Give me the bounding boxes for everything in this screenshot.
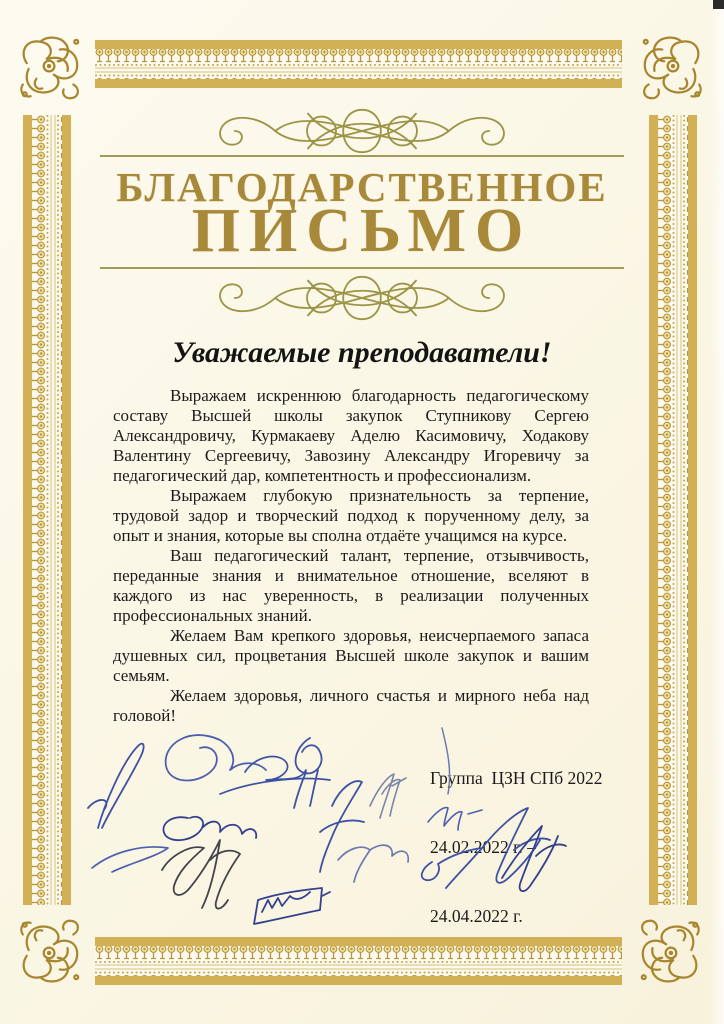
signature-ink (370, 774, 406, 818)
letter-title-line1: БЛАГОДАРСТВЕННОЕ (116, 164, 608, 210)
signature-ink (254, 888, 330, 924)
signature-ink (294, 738, 322, 808)
flourish-icon (207, 271, 517, 325)
paragraph: Желаем здоровья, личного счастья и мирного неба над головой! (113, 686, 589, 725)
corner-ornament-icon (17, 34, 85, 102)
signature-ink (442, 728, 450, 794)
flourish-icon (207, 104, 517, 158)
signatures-overlay (70, 710, 615, 945)
corner-ornament-icon (637, 34, 705, 102)
signature-ink (166, 735, 266, 780)
signoff-date-start: 24.02.2022 г. – (430, 837, 536, 857)
paragraph: Желаем Вам крепкого здоровья, неисчерпаемого запаса душевных сил, процветания Высшей школе закупок и вашим семьям. (113, 626, 589, 685)
signature-ink (162, 840, 240, 909)
signature-ink (92, 847, 168, 872)
signature-ink (422, 808, 550, 888)
signature-ink (320, 781, 364, 872)
border-band-top (95, 40, 622, 88)
scan-corner-mark (713, 0, 724, 9)
paragraph: Выражаем глубокую признательность за терпение, трудовой задор и творческий подход к порученному делу, за опыт и знания, которые вы сполна отдаёте учащимся на курсе. (113, 486, 589, 545)
signature-ink (502, 826, 566, 891)
letter-title-line2: ПИСЬМО (191, 197, 533, 265)
paragraph: Выражаем искреннюю благодарность педагогическому составу Высшей школы закупок Ступникову Сергею Александровичу, Курмакаеву Аделю Касимовичу, Ходакову Валентину Сергеевичу, Завозину Александру Игоревичу за педагогический дар, компетентность и профессионализм. (113, 386, 589, 485)
letter-body (113, 386, 589, 726)
signature-ink (88, 744, 144, 828)
signature-ink (163, 817, 256, 840)
header-rule-bottom (100, 267, 624, 269)
header-rule-top (100, 155, 624, 157)
signoff-date-end: 24.04.2022 г. (430, 906, 523, 926)
signature-ink (338, 845, 408, 882)
greeting-line: Уважаемые преподаватели! (172, 336, 552, 369)
signoff-group-line: Группа ЦЗН СПб 2022 (430, 768, 603, 788)
corner-ornament-icon (635, 917, 703, 985)
paragraph: Ваш педагогический талант, терпение, отзывчивость, переданные знания и внимательное отношение, вселяют в каждого из нас уверенность, в реализации полученных профессиональных знаний. (113, 546, 589, 625)
scan-edge-highlight (710, 0, 724, 1024)
signature-ink (428, 808, 482, 830)
